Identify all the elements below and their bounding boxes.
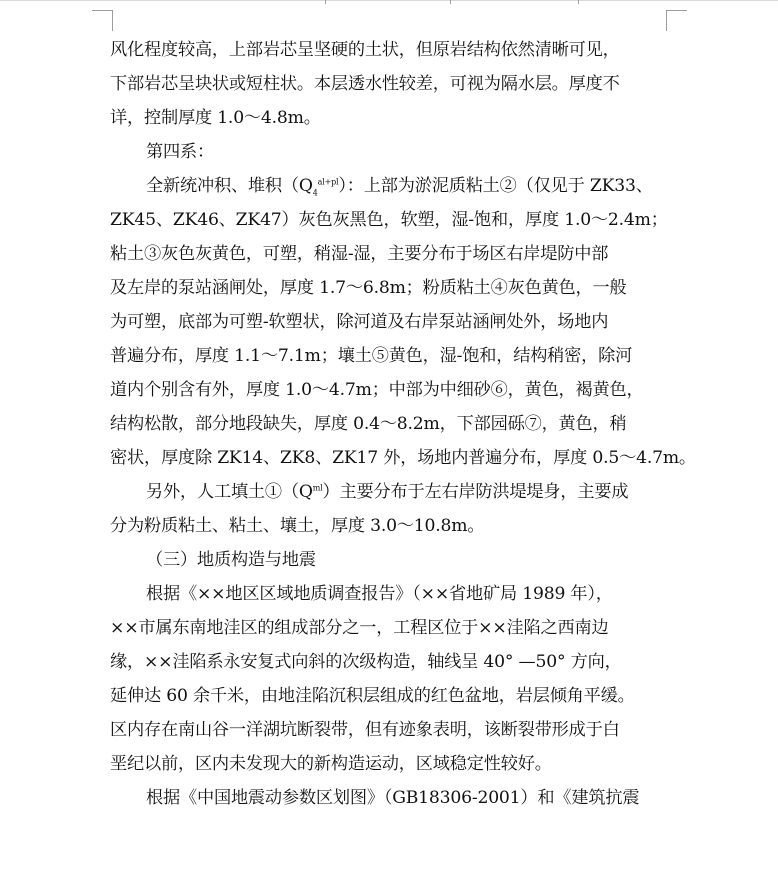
text-line: 结构松散，部分地段缺失，厚度 0.4～8.2m，下部园砾⑦，黄色，稍 bbox=[110, 414, 627, 434]
text-line: 缘，××洼陷系永安复式向斜的次级构造，轴线呈 40° —50° 方向， bbox=[110, 652, 622, 672]
text-line: 为可塑，底部为可塑-软塑状，除河道及右岸泵站涵闸处外，场地内 bbox=[110, 312, 609, 332]
margin-corner-mark-right bbox=[666, 10, 687, 31]
text-line: 垩纪以前，区内未发现大的新构造运动，区域稳定性较好。 bbox=[110, 754, 552, 774]
text-line: 分为粉质粘土、粘土、壤土，厚度 3.0～10.8m。 bbox=[110, 516, 485, 536]
text-run: ）主要分布于左右岸防洪堤堤身，主要成 bbox=[322, 482, 629, 502]
text-line: 道内个别含有外，厚度 1.0～4.7m；中部为中细砂⑥，黄色，褐黄色， bbox=[110, 380, 644, 400]
ruler-tick bbox=[578, 0, 579, 4]
text-line: 及左岸的泵站涵闸处，厚度 1.7～6.8m；粉质粘土④灰色黄色，一般 bbox=[110, 278, 627, 298]
ruler-tick bbox=[325, 0, 326, 4]
text-run: 另外，人工填土①（Q bbox=[146, 482, 313, 502]
text-line: 普遍分布，厚度 1.1～7.1m；壤土⑤黄色，湿-饱和，结构稍密，除河 bbox=[110, 346, 633, 366]
text-line: 粘土③灰色灰黄色，可塑，稍湿-湿，主要分布于场区右岸堤防中部 bbox=[110, 244, 609, 264]
document-body[interactable] bbox=[110, 33, 696, 815]
section-heading-quaternary: 第四系： bbox=[146, 142, 214, 162]
text-line: 下部岩芯呈块状或短柱状。本层透水性较差，可视为隔水层。厚度不 bbox=[110, 74, 620, 94]
text-line: 延伸达 60 余千米，由地洼陷沉积层组成的红色盆地，岩层倾角平缓。 bbox=[110, 686, 635, 706]
text-line: ××市属东南地洼区的组成部分之一，工程区位于××洼陷之西南边 bbox=[110, 618, 609, 638]
superscript: ml bbox=[312, 483, 323, 493]
text-line: 根据《××地区区域地质调查报告》（××省地矿局 1989 年）， bbox=[146, 584, 613, 604]
text-line: 密状，厚度除 ZK14、ZK8、ZK17 外，场地内普遍分布，厚度 0.5～4.7m。 bbox=[110, 448, 696, 468]
text-line: 根据《中国地震动参数区划图》（GB18306-2001）和《建筑抗震 bbox=[146, 788, 640, 808]
ruler-line bbox=[0, 0, 778, 1]
ruler-tick bbox=[450, 0, 451, 4]
text-line: ZK45、ZK46、ZK47）灰色灰黑色，软塑，湿-饱和，厚度 1.0～2.4m； bbox=[110, 210, 668, 230]
text-run: 全新统冲积、堆积（Q bbox=[146, 176, 313, 196]
text-line: 区内存在南山谷一洋湖坑断裂带，但有迹象表明，该断裂带形成于白 bbox=[110, 720, 620, 740]
text-line bbox=[110, 169, 670, 203]
text-line: 详，控制厚度 1.0～4.8m。 bbox=[110, 108, 321, 128]
text-line bbox=[110, 475, 670, 509]
subscript: 4 bbox=[312, 188, 318, 198]
superscript: al+pl bbox=[317, 177, 339, 187]
margin-corner-mark-left bbox=[92, 10, 113, 31]
text-run: ）：上部为淤泥质粘土②（仅见于 ZK33、 bbox=[338, 176, 653, 196]
text-line: 风化程度较高，上部岩芯呈坚硬的土状，但原岩结构依然清晰可见， bbox=[110, 40, 620, 60]
section-heading-geology: （三）地质构造与地震 bbox=[146, 550, 316, 570]
